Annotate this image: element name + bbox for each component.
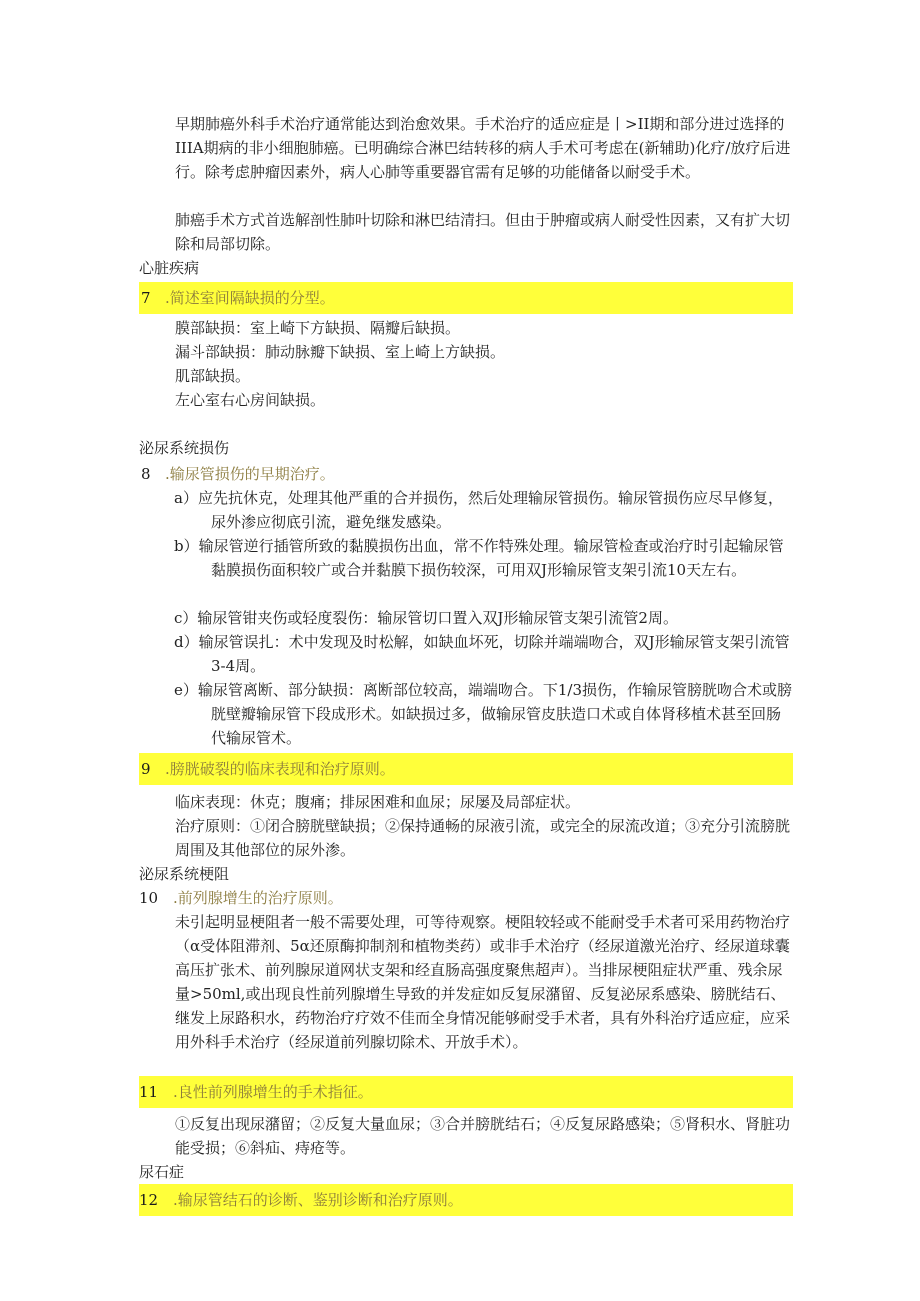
- q8-item-e: e）输尿管离断、部分缺损：离断部位较高，端端吻合。下1/3损伤，作输尿管膀胱吻合术或膀胱壁瓣输尿管下段成形术。如缺损过多，做输尿管皮肤造口术或自体肾移植术甚至回肠代输尿管术。: [174, 681, 793, 747]
- q9-answer-treatment: 治疗原则：①闭合膀胱壁缺损；②保持通畅的尿液引流，或完全的尿流改道；③充分引流膀胱周围及其他部位的尿外渗。: [175, 817, 791, 859]
- section-heading-urinary-injury: 泌尿系统损伤: [139, 439, 230, 457]
- q7-answer-2: 漏斗部缺损：肺动脉瓣下缺损、室上崎上方缺损。: [175, 343, 506, 361]
- question-7-highlight: [139, 282, 793, 314]
- q8-item-a: a）应先抗休克，处理其他严重的合并损伤，然后处理输尿管损伤。输尿管损伤应尽早修复，尿外渗应彻底引流，避免继发感染。: [174, 489, 783, 531]
- question-8-line: [139, 458, 793, 486]
- section-heading-urinary-obstruction: 泌尿系统梗阻: [139, 865, 230, 883]
- q8-item-b: b）输尿管逆行插管所致的黏膜损伤出血，常不作特殊处理。输尿管检查或治疗时引起输尿管黏膜损伤面积较广或合并黏膜下损伤较深，可用双J形输尿管支架引流10天左右。: [174, 537, 784, 579]
- q8-item-d: d）输尿管误扎：术中发现及时松解，如缺血坏死，切除并端端吻合，双J形输尿管支架引流管3-4周。: [174, 633, 790, 675]
- question-9-text: .膀胱破裂的临床表现和治疗原则。: [165, 760, 395, 778]
- section-heading-stones: 尿石症: [139, 1163, 185, 1181]
- question-8-text: .输尿管损伤的早期治疗。: [165, 465, 335, 483]
- question-12-highlight: [139, 1184, 793, 1216]
- intro-paragraph-2: 肺癌手术方式首选解剖性肺叶切除和淋巴结清扫。但由于肿瘤或病人耐受性因素，又有扩大切除和局部切除。: [175, 211, 791, 253]
- section-heading-heart: 心脏疾病: [139, 259, 200, 277]
- q11-answer: ①反复出现尿潴留；②反复大量血尿；③合并膀胱结石；④反复尿路感染；⑤肾积水、肾脏功能受损；⑥斜疝、痔疮等。: [175, 1115, 791, 1157]
- question-10-line: [139, 882, 793, 910]
- question-7-number: 7: [141, 289, 151, 307]
- q10-answer: 未引起明显梗阻者一般不需要处理，可等待观察。梗阻较轻或不能耐受手术者可采用药物治疗（α受体阻滞剂、5α还原酶抑制剂和植物类药）或非手术治疗（经尿道激光治疗、经尿道球囊高压扩张术、前列腺尿道网状支架和经直肠高强度聚焦超声）。当排尿梗阻症状严重、残余尿量>50ml,或出现良性前列腺增生导致的并发症如反复尿潴留、反复泌尿系感染、膀胱结石、继发上尿路积水，药物治疗疗效不佳而全身情况能够耐受手术者，具有外科治疗适应症，应采用外科手术治疗（经尿道前列腺切除术、开放手术）。: [175, 913, 791, 1051]
- question-11-number: 11: [139, 1083, 159, 1101]
- question-9-number: 9: [141, 760, 151, 778]
- question-10-text: .前列腺增生的治疗原则。: [173, 889, 343, 907]
- q7-answer-1: 膜部缺损：室上崎下方缺损、隔瓣后缺损。: [175, 319, 461, 337]
- question-11-text: .良性前列腺增生的手术指征。: [173, 1083, 373, 1101]
- question-12-number: 12: [139, 1191, 159, 1209]
- q9-answer-clinical: 临床表现：休克；腹痛；排尿困难和血尿；尿屡及局部症状。: [175, 793, 581, 811]
- question-7-text: .简述室间隔缺损的分型。: [165, 289, 335, 307]
- q7-answer-4: 左心室右心房间缺损。: [175, 391, 326, 409]
- question-11-highlight: [139, 1076, 793, 1108]
- question-8-number: 8: [141, 465, 151, 483]
- q8-item-c: c）输尿管钳夹伤或轻度裂伤：输尿管切口置入双J形输尿管支架引流管2周。: [174, 609, 678, 627]
- question-10-number: 10: [139, 889, 159, 907]
- q7-answer-3: 肌部缺损。: [175, 367, 251, 385]
- question-9-highlight: [139, 753, 793, 785]
- question-12-text: .输尿管结石的诊断、鉴别诊断和治疗原则。: [173, 1191, 463, 1209]
- intro-paragraph-1: 早期肺癌外科手术治疗通常能达到治愈效果。手术治疗的适应症是丨>II期和部分进过选择的IIIA期病的非小细胞肺癌。已明确综合淋巴结转移的病人手术可考虑在(新辅助)化疗/放疗后进行。除考虑肿瘤因素外，病人心肺等重要器官需有足够的功能储备以耐受手术。: [175, 115, 791, 181]
